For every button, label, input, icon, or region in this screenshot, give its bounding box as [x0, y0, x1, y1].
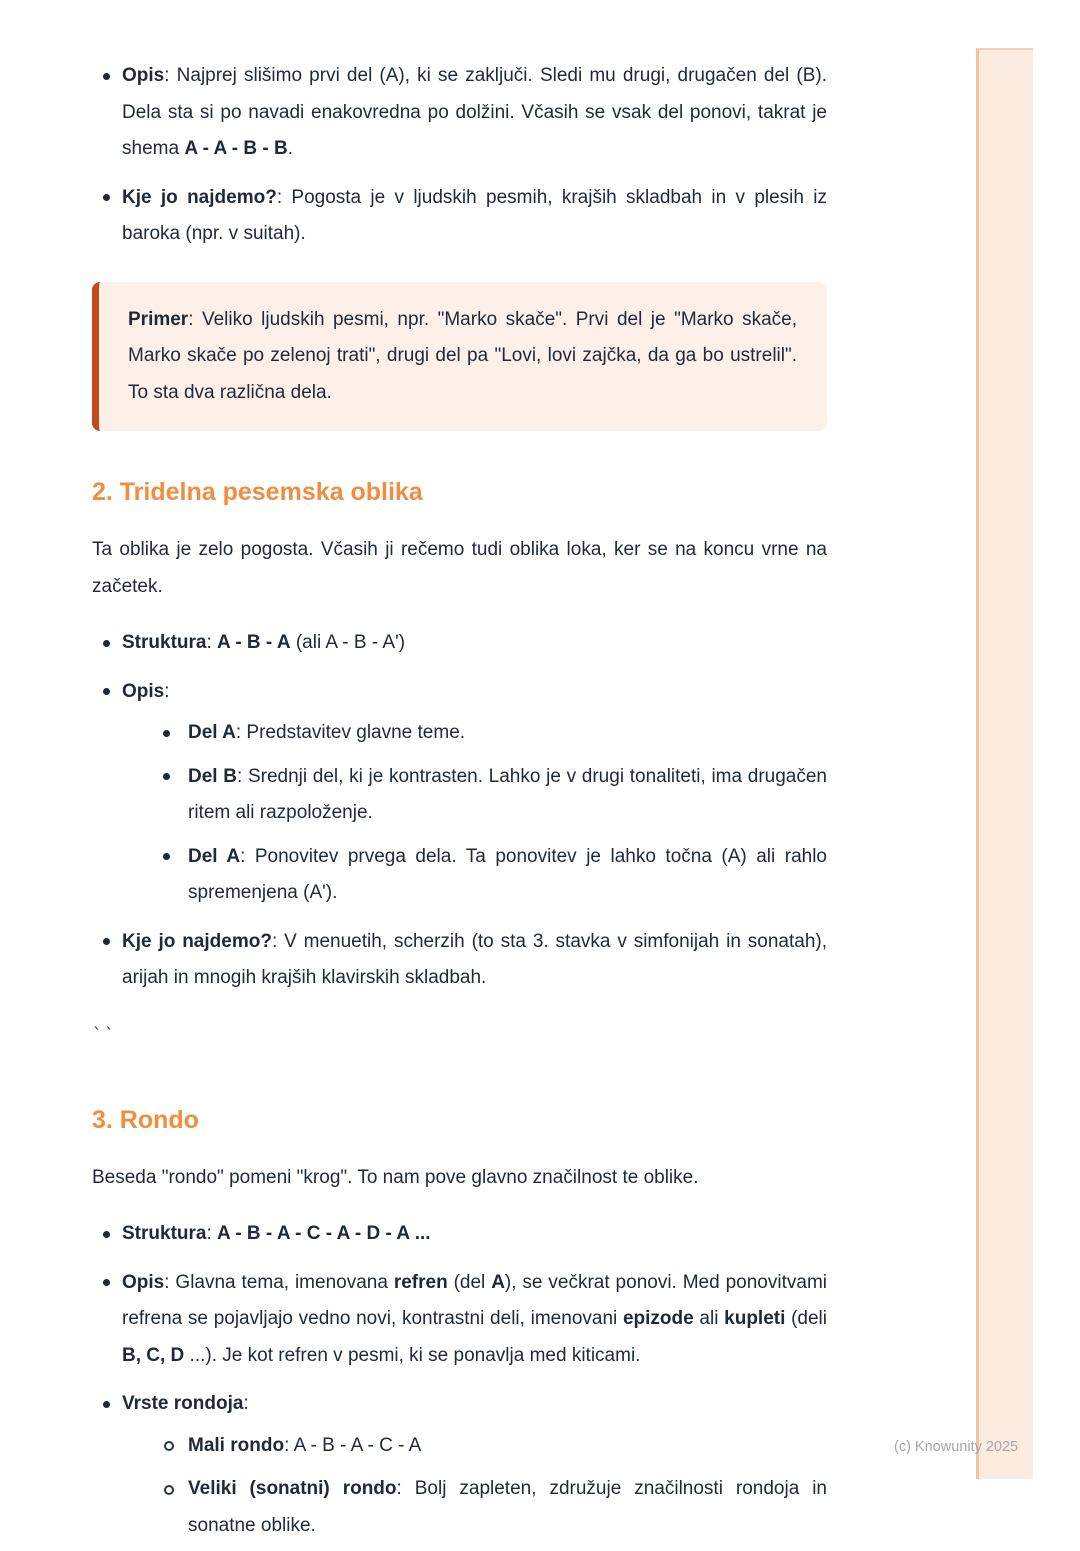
- list-item-kje-jo-najdemo: [92, 924, 827, 997]
- list-item-text: [188, 839, 827, 912]
- list-item-text: [122, 1265, 827, 1375]
- list-item-text: [188, 759, 827, 832]
- stray-backticks: ``: [92, 1024, 117, 1045]
- text-run: : Srednji del, ki je kontrasten. Lahko je v drugi tonaliteti, ima drugačen ritem ali razpoloženje.: [188, 765, 827, 823]
- list-item-vrste-rondoja: [92, 1386, 827, 1544]
- text-run: kupleti: [724, 1308, 786, 1329]
- text-run: Veliki (sonatni) rondo: [188, 1478, 397, 1499]
- text-run: Struktura: [122, 632, 207, 653]
- example-callout: [92, 282, 827, 432]
- text-run: A - B - A - C - A - D - A ...: [217, 1223, 431, 1244]
- section-heading-tridelna: 2. Tridelna pesemska oblika: [92, 478, 423, 506]
- text-run: Opis: [122, 680, 165, 702]
- list-item-text: [122, 180, 827, 253]
- list-item-text: [188, 1428, 827, 1465]
- text-run: Del B: [188, 765, 237, 787]
- section-heading-rondo: 3. Rondo: [92, 1105, 199, 1134]
- list-item-text: [188, 715, 827, 752]
- text-run: ), se večkrat ponovi. Med ponovitvami refrena se pojavljajo vedno novi, kontrastni deli, imenovani: [122, 1271, 827, 1329]
- text-run: : Bolj zapleten, združuje značilnosti rondoja in sonatne oblike.: [188, 1478, 827, 1536]
- opis-sublist: [153, 715, 827, 912]
- two-part-form-list: [92, 58, 827, 253]
- text-run: Kje jo najdemo?: [122, 930, 272, 952]
- text-run: refren: [393, 1271, 448, 1293]
- text-run: : Ponovitev prvega dela. Ta ponovitev je lahko točna (A) ali rahlo spremenjena (A').: [188, 845, 827, 903]
- text-run: Vrste rondoja: [122, 1393, 244, 1414]
- text-run: Struktura: [122, 1223, 207, 1244]
- text-run: :: [206, 632, 218, 653]
- text-run: Opis: [122, 1271, 165, 1293]
- text-run: : A - B - A - C - A: [284, 1434, 422, 1456]
- text-run: : Predstavitev glavne teme.: [235, 722, 466, 743]
- list-item-text: [122, 1216, 827, 1253]
- text-run: : Veliko ljudskih pesmi, npr. "Marko skače". Prvi del je "Marko skače, Marko skače po zelenoj trati", drugi del pa "Lovi, lovi zajčka, da ga bo ustrelil". To sta dva različna dela.: [128, 308, 797, 403]
- text-run: ...). Je kot refren v pesmi, ki se ponavlja med kiticami.: [184, 1344, 641, 1366]
- list-item-text: [122, 924, 827, 997]
- text-run: Opis: [122, 65, 165, 86]
- rondo-list: [92, 1216, 827, 1544]
- text-run: Mali rondo: [188, 1434, 285, 1456]
- vrste-sublist: [153, 1428, 827, 1545]
- text-run: B, C, D: [122, 1344, 185, 1366]
- text-run: A - B - A: [217, 632, 291, 653]
- text-run: (del: [447, 1271, 492, 1293]
- list-item-text: [122, 625, 827, 662]
- text-run: (ali A - B - A'): [290, 632, 406, 653]
- list-item-mali-rondo: [153, 1428, 827, 1465]
- text-run: Del A: [188, 722, 236, 743]
- text-run: Del A: [188, 845, 241, 867]
- section-intro: Beseda "rondo" pomeni "krog". To nam pove glavno značilnost te oblike.: [92, 1166, 699, 1188]
- text-run: : Glavna tema, imenovana: [164, 1271, 394, 1293]
- list-item-struktura: [92, 625, 827, 662]
- text-run: Primer: [128, 308, 189, 330]
- list-item-struktura: [92, 1216, 827, 1253]
- list-item-kje-jo-najdemo: [92, 180, 827, 253]
- copyright-watermark: (c) Knowunity 2025: [894, 1439, 1019, 1455]
- text-run: :: [243, 1393, 249, 1414]
- list-item-del-a-ponovitev: [153, 839, 827, 912]
- callout-text: [128, 302, 797, 412]
- list-item-opis: [92, 58, 827, 168]
- text-run: : V menuetih, scherzih (to sta 3. stavka v simfonijah in sonatah), arijah in mnogih krajših klavirskih skladbah.: [122, 930, 827, 988]
- decorative-right-stripe: [976, 48, 1033, 1479]
- text-run: A - A - B - B: [184, 138, 288, 159]
- text-run: ali: [693, 1308, 725, 1329]
- text-run: epizode: [622, 1308, 694, 1329]
- list-item-text: [122, 674, 827, 711]
- text-run: A: [491, 1271, 505, 1293]
- list-item-opis: [92, 674, 827, 912]
- text-run: : Pogosta je v ljudskih pesmih, krajših skladbah in v plesih iz baroka (npr. v suitah).: [122, 186, 827, 244]
- list-item-opis: [92, 1265, 827, 1375]
- text-run: :: [164, 680, 170, 702]
- list-item-veliki-rondo: [153, 1471, 827, 1544]
- list-item-del-a: [153, 715, 827, 752]
- three-part-form-list: [92, 625, 827, 997]
- section-intro: Ta oblika je zelo pogosta. Včasih ji rečemo tudi oblika loka, ker se na koncu vrne na začetek.: [92, 539, 827, 597]
- document-content: [92, 58, 827, 1551]
- text-run: .: [287, 138, 294, 159]
- text-run: : Najprej slišimo prvi del (A), ki se zaključi. Sledi mu drugi, drugačen del (B). Dela sta si po navadi enakovredna po dolžini. Včasih se vsak del ponovi, takrat je shema: [122, 65, 827, 159]
- text-run: :: [206, 1223, 218, 1244]
- text-run: (deli: [785, 1308, 827, 1329]
- list-item-del-b: [153, 759, 827, 832]
- list-item-text: [122, 58, 827, 168]
- list-item-text: [122, 1386, 827, 1423]
- text-run: Kje jo najdemo?: [122, 186, 277, 208]
- list-item-text: [188, 1471, 827, 1544]
